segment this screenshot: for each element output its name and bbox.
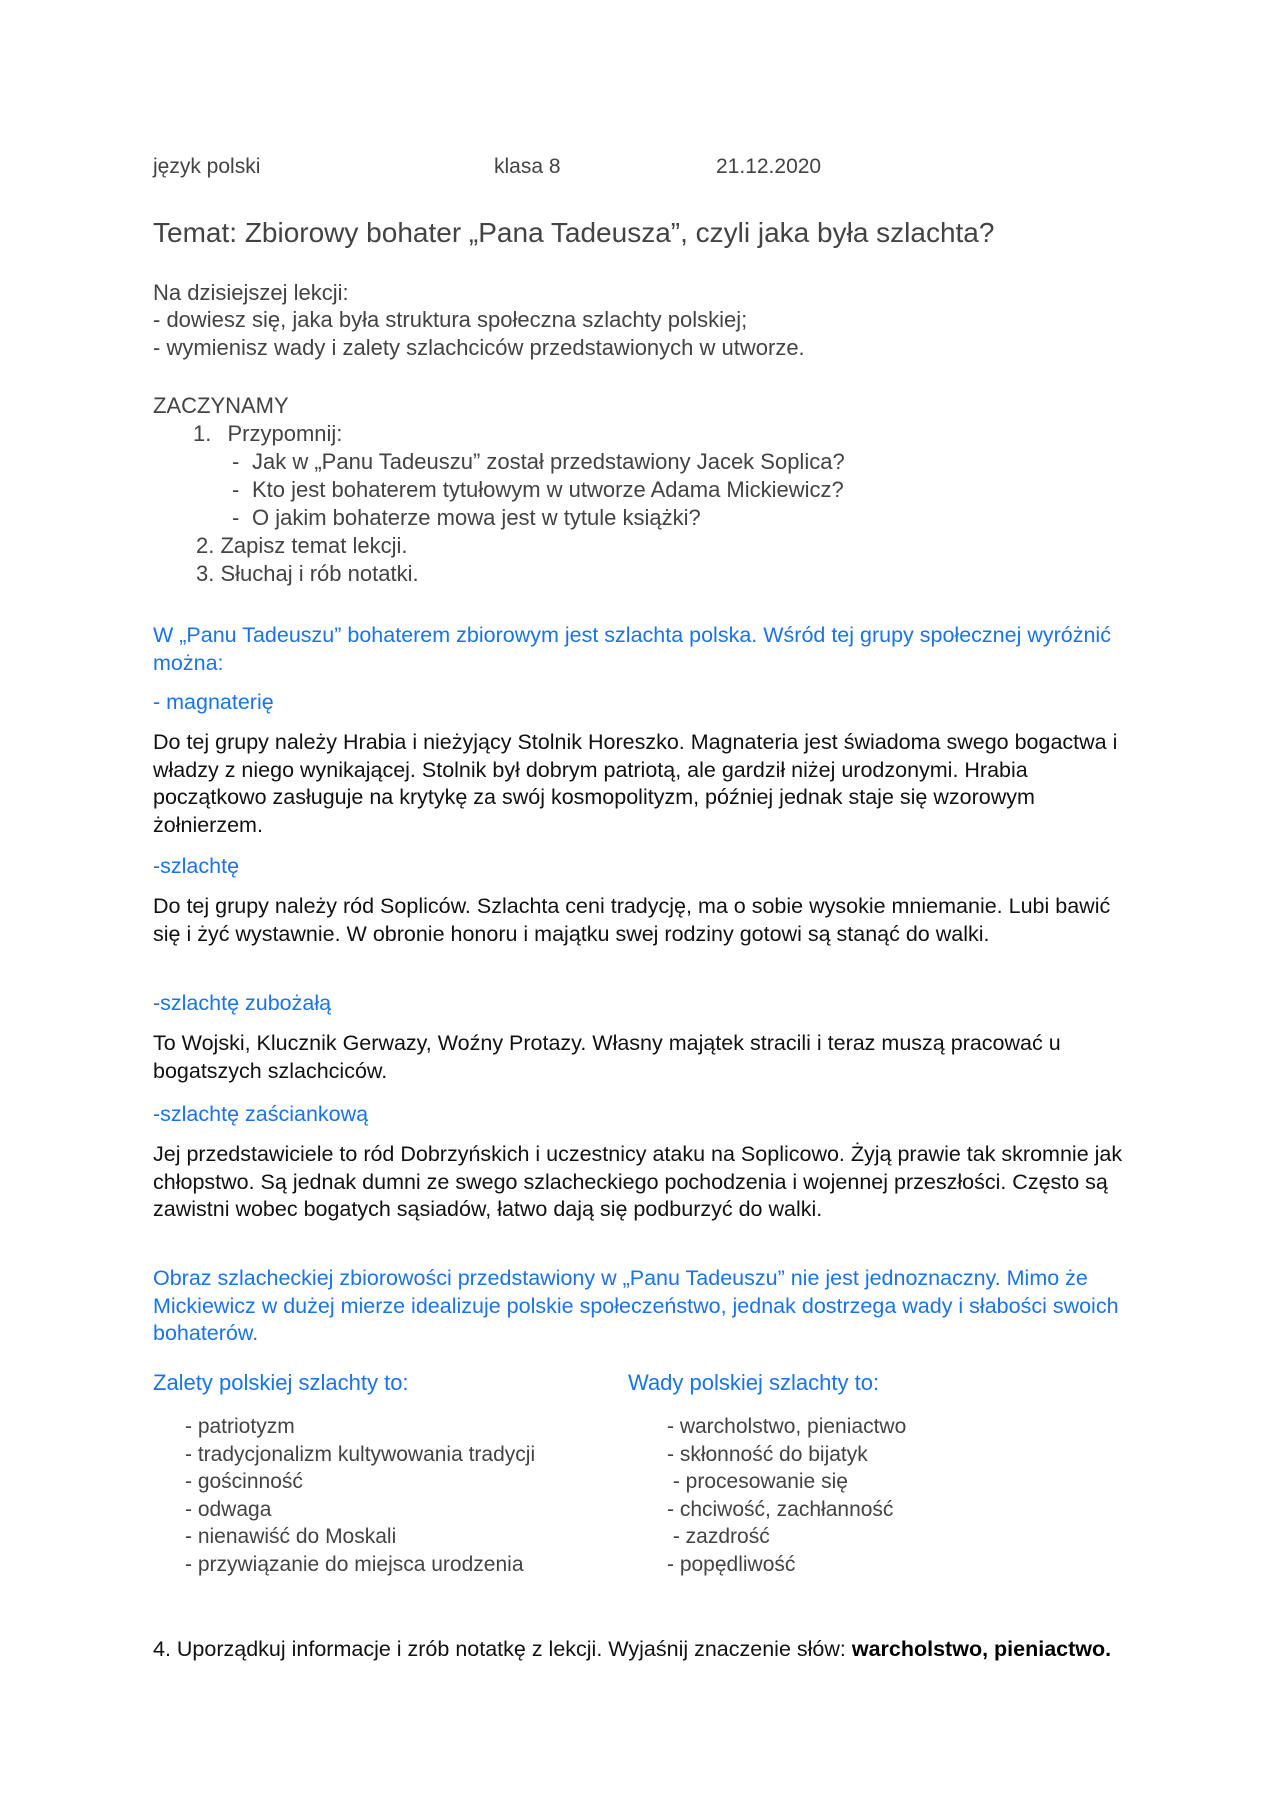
list-item: - patriotyzm [185,1415,295,1438]
topic-title: Zbiorowy bohater „Pana Tadeusza”, czyli jaka była szlachta? [244,217,995,248]
question-text: O jakim bohaterze mowa jest w tytule książki? [252,505,701,530]
question-item [232,504,701,532]
list-item: - przywiązanie do miejsca urodzenia [185,1552,524,1576]
step-3: 3. Słuchaj i rób notatki. [196,561,419,586]
intro-paragraph: W „Panu Tadeuszu” bohaterem zbiorowym jest szlachta polska. Wśród tej grupy społecznej wyróżnić można: [153,623,1111,675]
dash-bullet: - [232,477,240,502]
step-1-number: 1. [193,421,212,446]
group-text-zasciankowa: Jej przedstawiciele to ród Dobrzyńskich i uczestnicy ataku na Soplicowo. Żyją prawie tak skromnie jak chłopstwo. Są jednak dumni ze swego szlacheckiego pochodzenia i wojennej przeszłości. Często są zawistni wobec bogatych sąsiadów, łatwo dają się podburzyć do walki. [153,1142,1123,1221]
summary-paragraph: Obraz szlacheckiej zbiorowości przedstawiony w „Panu Tadeuszu” nie jest jednoznaczny. Mimo że Mickiewicz w dużej mierze idealizuje polskie społeczeństwo, jednak dostrzega wady i słabości swoich bohaterów. [153,1266,1119,1345]
list-item: - popędliwość [667,1552,796,1576]
question-item [232,448,845,476]
header-class: klasa 8 [494,155,561,178]
page-title [153,216,994,250]
task-4-bold-terms: warcholstwo, pieniactwo. [851,1637,1112,1661]
step-1-label: Przypomnij: [227,421,343,446]
group-label-zasciankowa: -szlachtę zaściankową [153,1102,369,1126]
list-item: - gościnność [185,1470,303,1493]
cons-heading: Wady polskiej szlachty to: [628,1370,880,1395]
dash-bullet: - [232,449,240,474]
goal-item: - dowiesz się, jaka była struktura społeczna szlachty polskiej; [153,307,748,332]
header-date: 21.12.2020 [716,155,822,178]
group-label-zubozala: -szlachtę zubożałą [153,991,332,1015]
list-item: - zazdrość [667,1525,770,1548]
list-item: - chciwość, zachłanność [667,1497,894,1521]
pros-heading: Zalety polskiej szlachty to: [153,1370,409,1395]
question-text: Kto jest bohaterem tytułowym w utworze Adama Mickiewicz? [252,477,844,502]
group-text-magnateria: Do tej grupy należy Hrabia i nieżyjący Stolnik Horeszko. Magnateria jest świadoma swego bogactwa i władzy z niego wynikającej. Stolnik był dobrym patriotą, ale gardził niżej urodzonymi. Hrabia początkowo zasługuje na krytykę za swój kosmopolityzm, później jednak staje się wzorowym żołnierzem. [153,730,1118,837]
question-item [232,476,844,504]
goal-item: - wymienisz wady i zalety szlachciców przedstawionych w utworze. [153,335,805,360]
topic-prefix: Temat: [153,217,238,248]
task-4-text: 4. Uporządkuj informacje i zrób notatkę z lekcji. Wyjaśnij znaczenie słów: [153,1637,852,1661]
group-text-szlachta: Do tej grupy należy ród Sopliców. Szlachta ceni tradycję, ma o sobie wysokie mniemanie. Lubi bawić się i żyć wystawnie. W obronie honoru i majątku swej rodziny gotowi są stanąć do walki. [153,894,1111,946]
step-1 [193,420,342,448]
group-label-magnateria: - magnaterię [153,690,274,714]
task-4 [153,1634,1143,1665]
list-item: - tradycjonalizm kultywowania tradycji [185,1442,536,1466]
cons-list [667,1413,906,1578]
header-subject: język polski [153,155,261,178]
list-item: - odwaga [185,1497,272,1521]
group-label-szlachta: -szlachtę [153,854,240,878]
pros-list [185,1413,535,1578]
list-item: - warcholstwo, pieniactwo [667,1415,907,1438]
question-text: Jak w „Panu Tadeuszu” został przedstawiony Jacek Soplica? [252,449,845,474]
list-item: - procesowanie się [667,1470,848,1493]
dash-bullet: - [232,505,240,530]
start-heading: ZACZYNAMY [153,393,289,418]
step-2: 2. Zapisz temat lekcji. [196,533,408,558]
goals-intro: Na dzisiejszej lekcji: [153,280,349,305]
list-item: - nienawiść do Moskali [185,1525,397,1548]
list-item: - skłonność do bijatyk [667,1442,868,1466]
group-text-zubozala: To Wojski, Klucznik Gerwazy, Woźny Protazy. Własny majątek stracili i teraz muszą pracować u bogatszych szlachciców. [153,1031,1061,1083]
